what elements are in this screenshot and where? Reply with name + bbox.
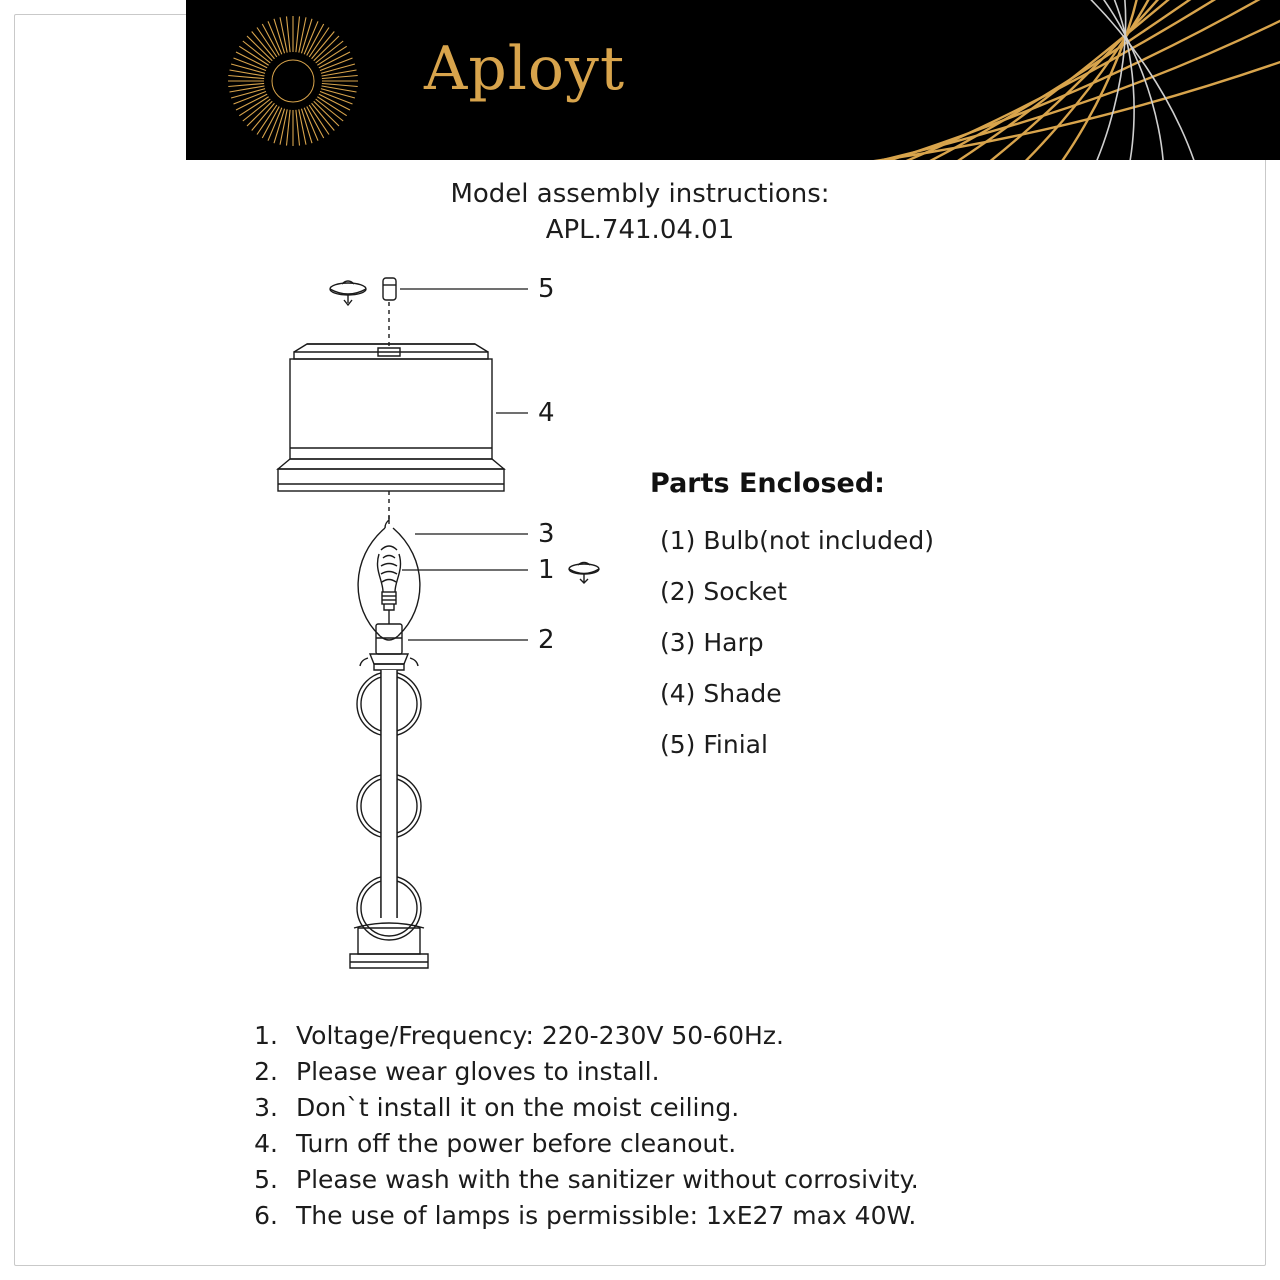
note-text: Please wear gloves to install. <box>296 1057 660 1086</box>
callout-3: 3 <box>538 519 555 549</box>
note-text: Turn off the power before cleanout. <box>296 1129 737 1158</box>
note-number: 6. <box>254 1201 278 1230</box>
parts-item-finial: (5) Finial <box>660 730 768 759</box>
parts-item-shade: (4) Shade <box>660 679 782 708</box>
callout-2: 2 <box>538 625 555 655</box>
callout-1: 1 <box>538 555 555 585</box>
note-item <box>250 1198 1250 1234</box>
callout-5: 5 <box>538 274 555 304</box>
note-number: 1. <box>254 1021 278 1050</box>
note-item <box>250 1018 1250 1054</box>
sunburst-icon <box>226 14 360 148</box>
parts-item-socket: (2) Socket <box>660 577 788 606</box>
parts-enclosed-section <box>650 468 1070 770</box>
note-text: Don`t install it on the moist ceiling. <box>296 1093 740 1122</box>
note-text: The use of lamps is permissible: 1xE27 max 40W. <box>296 1201 917 1230</box>
finial-part <box>330 278 396 305</box>
page-title <box>0 176 1280 248</box>
lamp-body <box>350 670 428 968</box>
lamp-exploded-view <box>250 258 650 988</box>
safety-notes-list <box>250 1018 1250 1234</box>
parts-item-harp: (3) Harp <box>660 628 764 657</box>
note-number: 2. <box>254 1057 278 1086</box>
brand-name: Aployt <box>424 34 626 104</box>
brand-header <box>186 0 1280 160</box>
note-item <box>250 1090 1250 1126</box>
note-number: 5. <box>254 1165 278 1194</box>
bulb-part <box>377 546 400 610</box>
title-line-2: APL.741.04.01 <box>545 215 735 245</box>
note-number: 3. <box>254 1093 278 1122</box>
parts-enclosed-title: Parts Enclosed: <box>650 468 885 499</box>
title-line-1: Model assembly instructions: <box>450 179 830 209</box>
parts-item-bulb: (1) Bulb(not included) <box>660 526 935 555</box>
note-text: Please wash with the sanitizer without corrosivity. <box>296 1165 919 1194</box>
note-item <box>250 1162 1250 1198</box>
note-item <box>250 1054 1250 1090</box>
exploded-diagram <box>250 258 650 988</box>
shade-part <box>278 344 504 491</box>
note-number: 4. <box>254 1129 278 1158</box>
callout-4: 4 <box>538 398 555 428</box>
note-item <box>250 1126 1250 1162</box>
note-text: Voltage/Frequency: 220-230V 50-60Hz. <box>296 1021 784 1050</box>
washer-icon <box>569 563 599 584</box>
fan-rays-icon <box>770 0 1280 160</box>
